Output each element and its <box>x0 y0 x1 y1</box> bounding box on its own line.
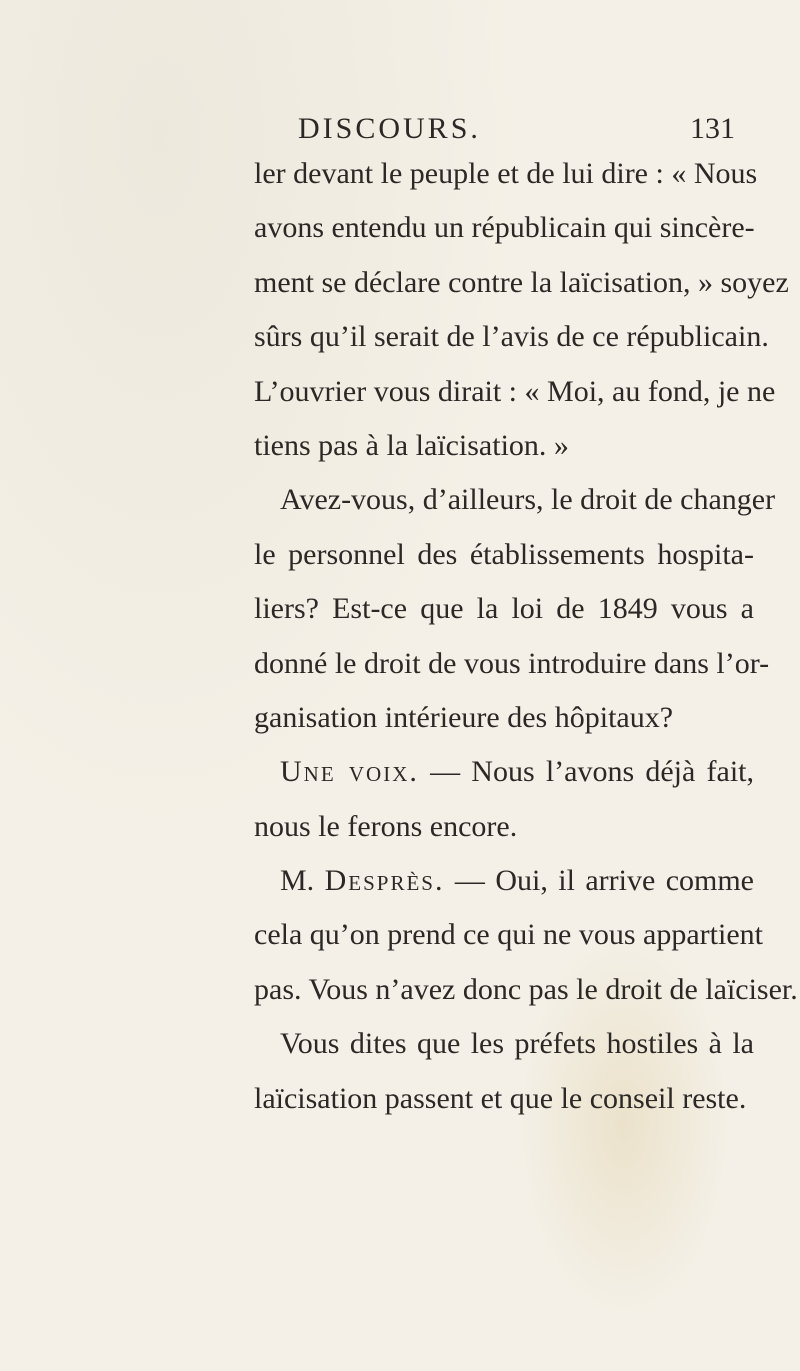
text-line: avons entendu un républicain qui sincère- <box>254 211 755 245</box>
body-text <box>254 147 798 1126</box>
speech-text: — Nous l’avons déjà fait, <box>430 755 754 789</box>
text-line: pas. Vous n’avez donc pas le droit de laïciser. <box>254 972 798 1006</box>
text-line: nous le ferons encore. <box>254 809 518 843</box>
text-line: L’ouvrier vous dirait : « Moi, au fond, je ne <box>254 374 776 408</box>
text-line: ganisation intérieure des hôpitaux? <box>254 700 674 734</box>
text-line: sûrs qu’il serait de l’avis de ce républicain. <box>254 320 769 354</box>
text-line: laïcisation passent et que le conseil reste. <box>254 1081 747 1115</box>
text-line: ment se déclare contre la laïcisation, » soyez <box>254 265 789 299</box>
speaker-prefix: M. <box>280 864 315 898</box>
text-line: tiens pas à la laïcisation. » <box>254 428 569 462</box>
page-number: 131 <box>690 112 735 145</box>
speech-line <box>254 745 754 799</box>
text-line: cela qu’on prend ce qui ne vous appartient <box>254 918 763 952</box>
text-line: Avez-vous, d’ailleurs, le droit de changer <box>280 483 776 517</box>
speaker-label: Desprès. <box>324 864 445 898</box>
speech-text: — Oui, il arrive comme <box>454 864 755 898</box>
text-line: le personnel des établissements hospita- <box>254 537 754 571</box>
speech-line <box>254 854 754 908</box>
text-line: liers? Est-ce que la loi de 1849 vous a <box>254 592 754 626</box>
speaker-label: Une voix. <box>280 755 419 789</box>
running-head <box>0 112 800 152</box>
text-line: ler devant le peuple et de lui dire : « Nous <box>254 157 758 190</box>
running-head-title: DISCOURS. <box>298 112 481 145</box>
text-line: donné le droit de vous introduire dans l’or- <box>254 646 770 680</box>
text-line: Vous dites que les préfets hostiles à la <box>280 1027 754 1061</box>
